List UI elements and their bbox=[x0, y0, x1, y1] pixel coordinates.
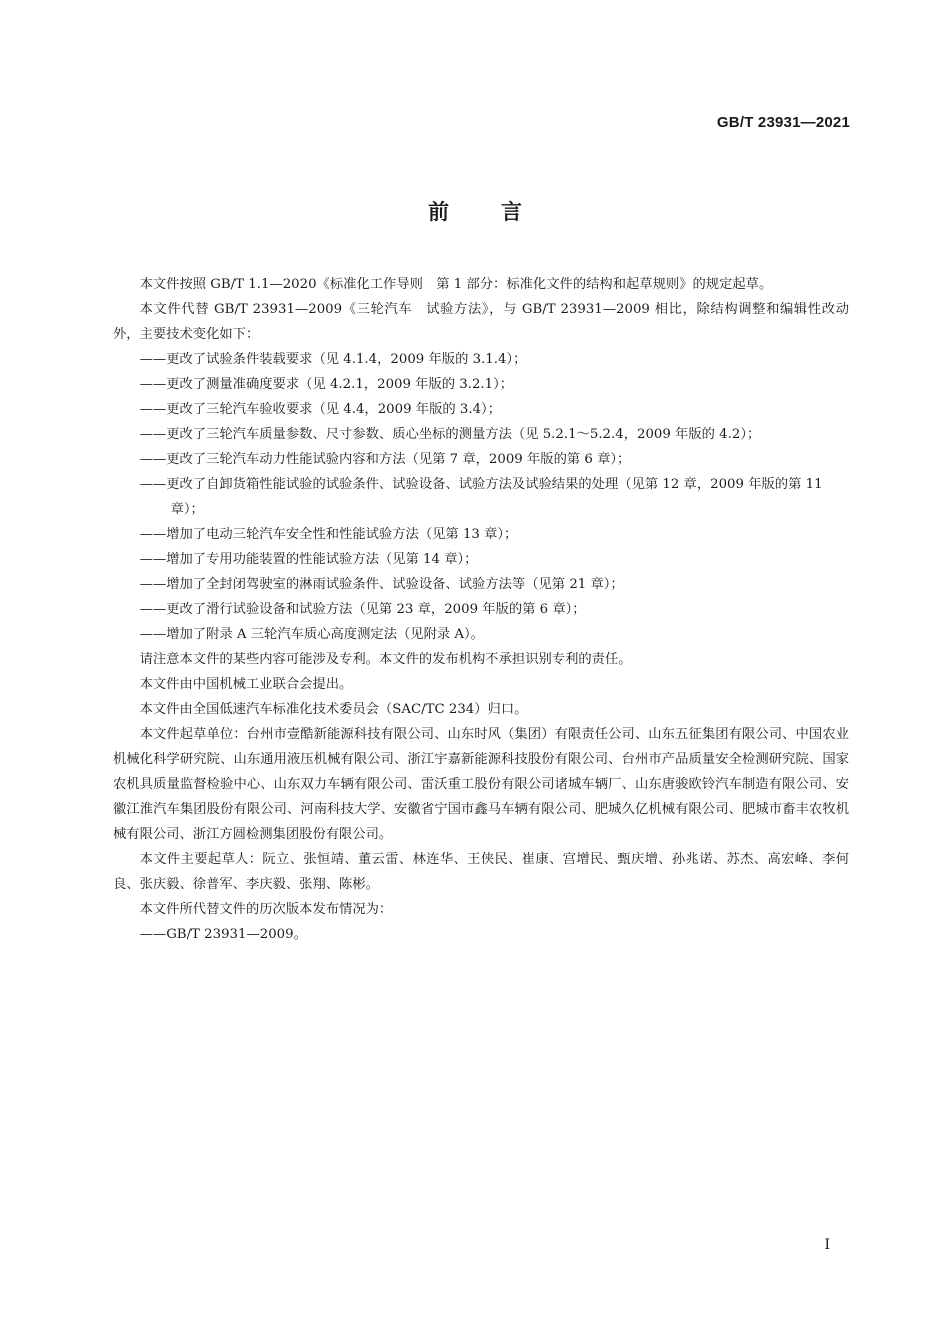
change-item: ——更改了三轮汽车动力性能试验内容和方法（见第 7 章，2009 年版的第 6 章）； bbox=[139, 452, 631, 467]
paragraph-drafters: 本文件主要起草人：阮立、张恒靖、董云雷、林连华、王侠民、崔康、宫增民、甄庆增、孙兆诺、苏杰、高宏峰、李何良、张庆毅、徐普军、李庆毅、张翔、陈彬。 bbox=[113, 852, 849, 892]
change-item: ——增加了附录 A 三轮汽车质心高度测定法（见附录 A）。 bbox=[139, 627, 484, 642]
change-item: ——增加了电动三轮汽车安全性和性能试验方法（见第 13 章）； bbox=[139, 527, 518, 542]
change-item: ——更改了三轮汽车验收要求（见 4.4，2009 年版的 3.4）； bbox=[139, 402, 501, 417]
change-item: ——更改了试验条件装载要求（见 4.1.4，2009 年版的 3.1.4）； bbox=[139, 352, 527, 367]
paragraph-history-intro: 本文件所代替文件的历次版本发布情况为： bbox=[139, 902, 393, 917]
change-item: ——更改了三轮汽车质量参数、尺寸参数、质心坐标的测量方法（见 5.2.1～5.2.4，2009 年版的 4.2）； bbox=[139, 427, 761, 442]
page-title: 前言 bbox=[428, 200, 574, 224]
history-item: ——GB/T 23931—2009。 bbox=[139, 927, 307, 942]
paragraph-committee: 本文件由全国低速汽车标准化技术委员会（SAC/TC 234）归口。 bbox=[139, 702, 528, 717]
standard-code: GB/T 23931—2021 bbox=[716, 114, 850, 131]
paragraph-replaces: 本文件代替 GB/T 23931—2009《三轮汽车 试验方法》，与 GB/T 23931—2009 相比，除结构调整和编辑性改动外，主要技术变化如下： bbox=[113, 302, 849, 342]
paragraph-patent-notice: 请注意本文件的某些内容可能涉及专利。本文件的发布机构不承担识别专利的责任。 bbox=[139, 652, 632, 667]
paragraph-drafting-rules: 本文件按照 GB/T 1.1—2020《标准化工作导则 第 1 部分：标准化文件的结构和起草规则》的规定起草。 bbox=[139, 277, 773, 292]
document-body bbox=[113, 272, 849, 947]
change-item: ——增加了全封闭驾驶室的淋雨试验条件、试验设备、试验方法等（见第 21 章）； bbox=[139, 577, 624, 592]
change-item: ——更改了测量准确度要求（见 4.2.1，2009 年版的 3.2.1）； bbox=[139, 377, 514, 392]
page-number: I bbox=[824, 1237, 830, 1253]
change-item: ——更改了自卸货箱性能试验的试验条件、试验设备、试验方法及试验结果的处理（见第 12 章，2009 年版的第 11 章）； bbox=[139, 477, 823, 517]
change-item: ——增加了专用功能装置的性能试验方法（见第 14 章）； bbox=[139, 552, 478, 567]
paragraph-drafting-units: 本文件起草单位：台州市壹酷新能源科技有限公司、山东时风（集团）有限责任公司、山东五征集团有限公司、中国农业机械化科学研究院、山东通用液压机械有限公司、浙江宇嘉新能源科技股份有限公司、台州市产品质量安全检测研究院、国家农机具质量监督检验中心、山东双力车辆有限公司、雷沃重工股份有限公司诸城车辆厂、山东唐骏欧铃汽车制造有限公司、安徽江淮汽车集团股份有限公司、河南科技大学、安徽省宁国市鑫马车辆有限公司、肥城久亿机械有限公司、肥城市畜丰农牧机械有限公司、浙江方圆检测集团股份有限公司。 bbox=[113, 727, 849, 842]
paragraph-proposer: 本文件由中国机械工业联合会提出。 bbox=[139, 677, 353, 692]
change-item: ——更改了滑行试验设备和试验方法（见第 23 章，2009 年版的第 6 章）； bbox=[139, 602, 586, 617]
